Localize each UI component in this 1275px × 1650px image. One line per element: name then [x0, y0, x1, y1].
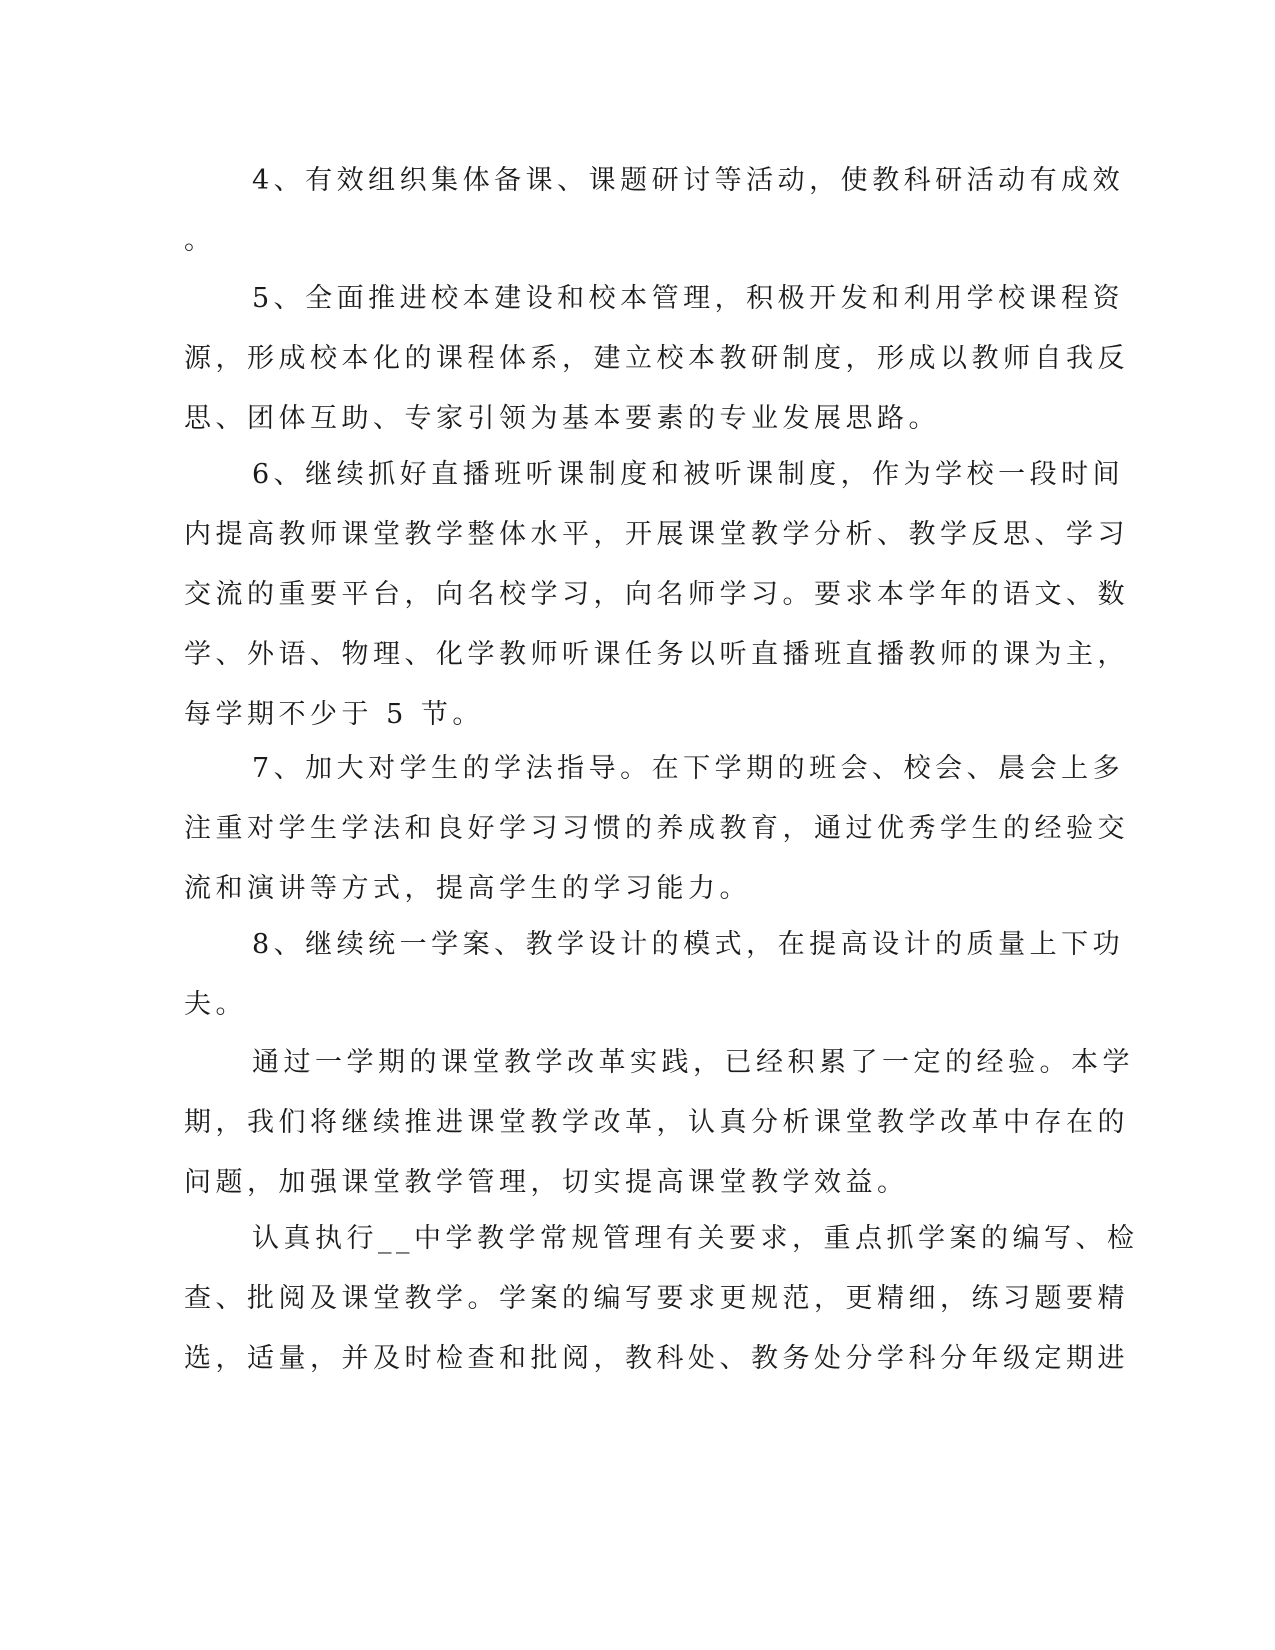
text-line: 选，适量，并及时检查和批阅，教科处、教务处分学科分年级定期进 [184, 1343, 1129, 1374]
text-line: 7、加大对学生的学法指导。在下学期的班会、校会、晨会上多 [252, 753, 1125, 784]
text-line: 6、继续抓好直播班听课制度和被听课制度，作为学校一段时间 [252, 459, 1125, 490]
text-line: 学、外语、物理、化学教师听课任务以听直播班直播教师的课为主， [184, 639, 1129, 670]
text-line: 交流的重要平台，向名校学习，向名师学习。要求本学年的语文、数 [184, 579, 1129, 610]
text-line: 每学期不少于 5 节。 [184, 699, 484, 730]
text-line: 通过一学期的课堂教学改革实践，已经积累了一定的经验。本学 [252, 1047, 1134, 1078]
text-line: 流和演讲等方式，提高学生的学习能力。 [184, 873, 751, 904]
paragraph-item-4 [184, 151, 1125, 271]
text-line: 。 [184, 225, 216, 256]
paragraph-item-6 [184, 445, 1129, 745]
paragraph-item-5 [184, 269, 1129, 449]
text-line: 夫。 [184, 989, 247, 1020]
text-line: 注重对学生学法和良好学习习惯的养成教育，通过优秀学生的经验交 [184, 813, 1129, 844]
paragraph-reform-practice [184, 1033, 1134, 1213]
text-line: 4、有效组织集体备课、课题研讨等活动，使教科研活动有成效 [252, 165, 1125, 196]
text-line: 8、继续统一学案、教学设计的模式，在提高设计的质量上下功 [252, 929, 1125, 960]
text-line: 查、批阅及课堂教学。学案的编写要求更规范，更精细，练习题要精 [184, 1283, 1129, 1314]
text-line: 期，我们将继续推进课堂教学改革，认真分析课堂教学改革中存在的 [184, 1107, 1129, 1138]
text-line: 认真执行__中学教学常规管理有关要求，重点抓学案的编写、检 [252, 1223, 1139, 1254]
text-line: 5、全面推进校本建设和校本管理，积极开发和利用学校课程资 [252, 283, 1125, 314]
text-line: 源，形成校本化的课程体系，建立校本教研制度，形成以教师自我反 [184, 343, 1129, 374]
paragraph-routine-management [184, 1209, 1139, 1389]
text-line: 内提高教师课堂教学整体水平，开展课堂教学分析、教学反思、学习 [184, 519, 1129, 550]
text-line: 问题，加强课堂教学管理，切实提高课堂教学效益。 [184, 1167, 909, 1198]
text-line: 思、团体互助、专家引领为基本要素的专业发展思路。 [184, 403, 940, 434]
paragraph-item-8 [184, 915, 1125, 1035]
paragraph-item-7 [184, 739, 1129, 919]
